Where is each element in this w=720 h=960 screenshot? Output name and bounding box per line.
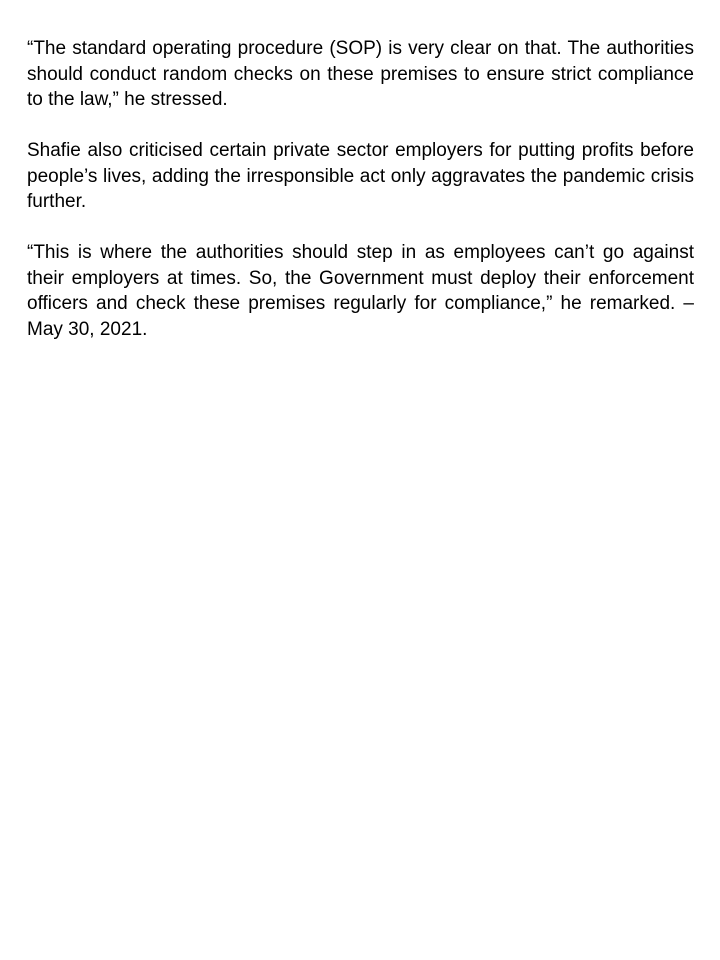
paragraph-enforcement-quote: “This is where the authorities should step in as employees can’t go against their employers at times. So, the Government must deploy their enforcement officers and check these premises regularly for compliance,” he remarked. – May 30, 2021. <box>27 242 694 340</box>
paragraph-sop-quote: “The standard operating procedure (SOP) is very clear on that. The authorities should conduct random checks on these premises to ensure strict compliance to the law,” he stressed. <box>27 38 694 110</box>
article-body <box>27 36 694 342</box>
paragraph-employers-criticism: Shafie also criticised certain private sector employers for putting profits before people’s lives, adding the irresponsible act only aggravates the pandemic crisis further. <box>27 140 694 212</box>
